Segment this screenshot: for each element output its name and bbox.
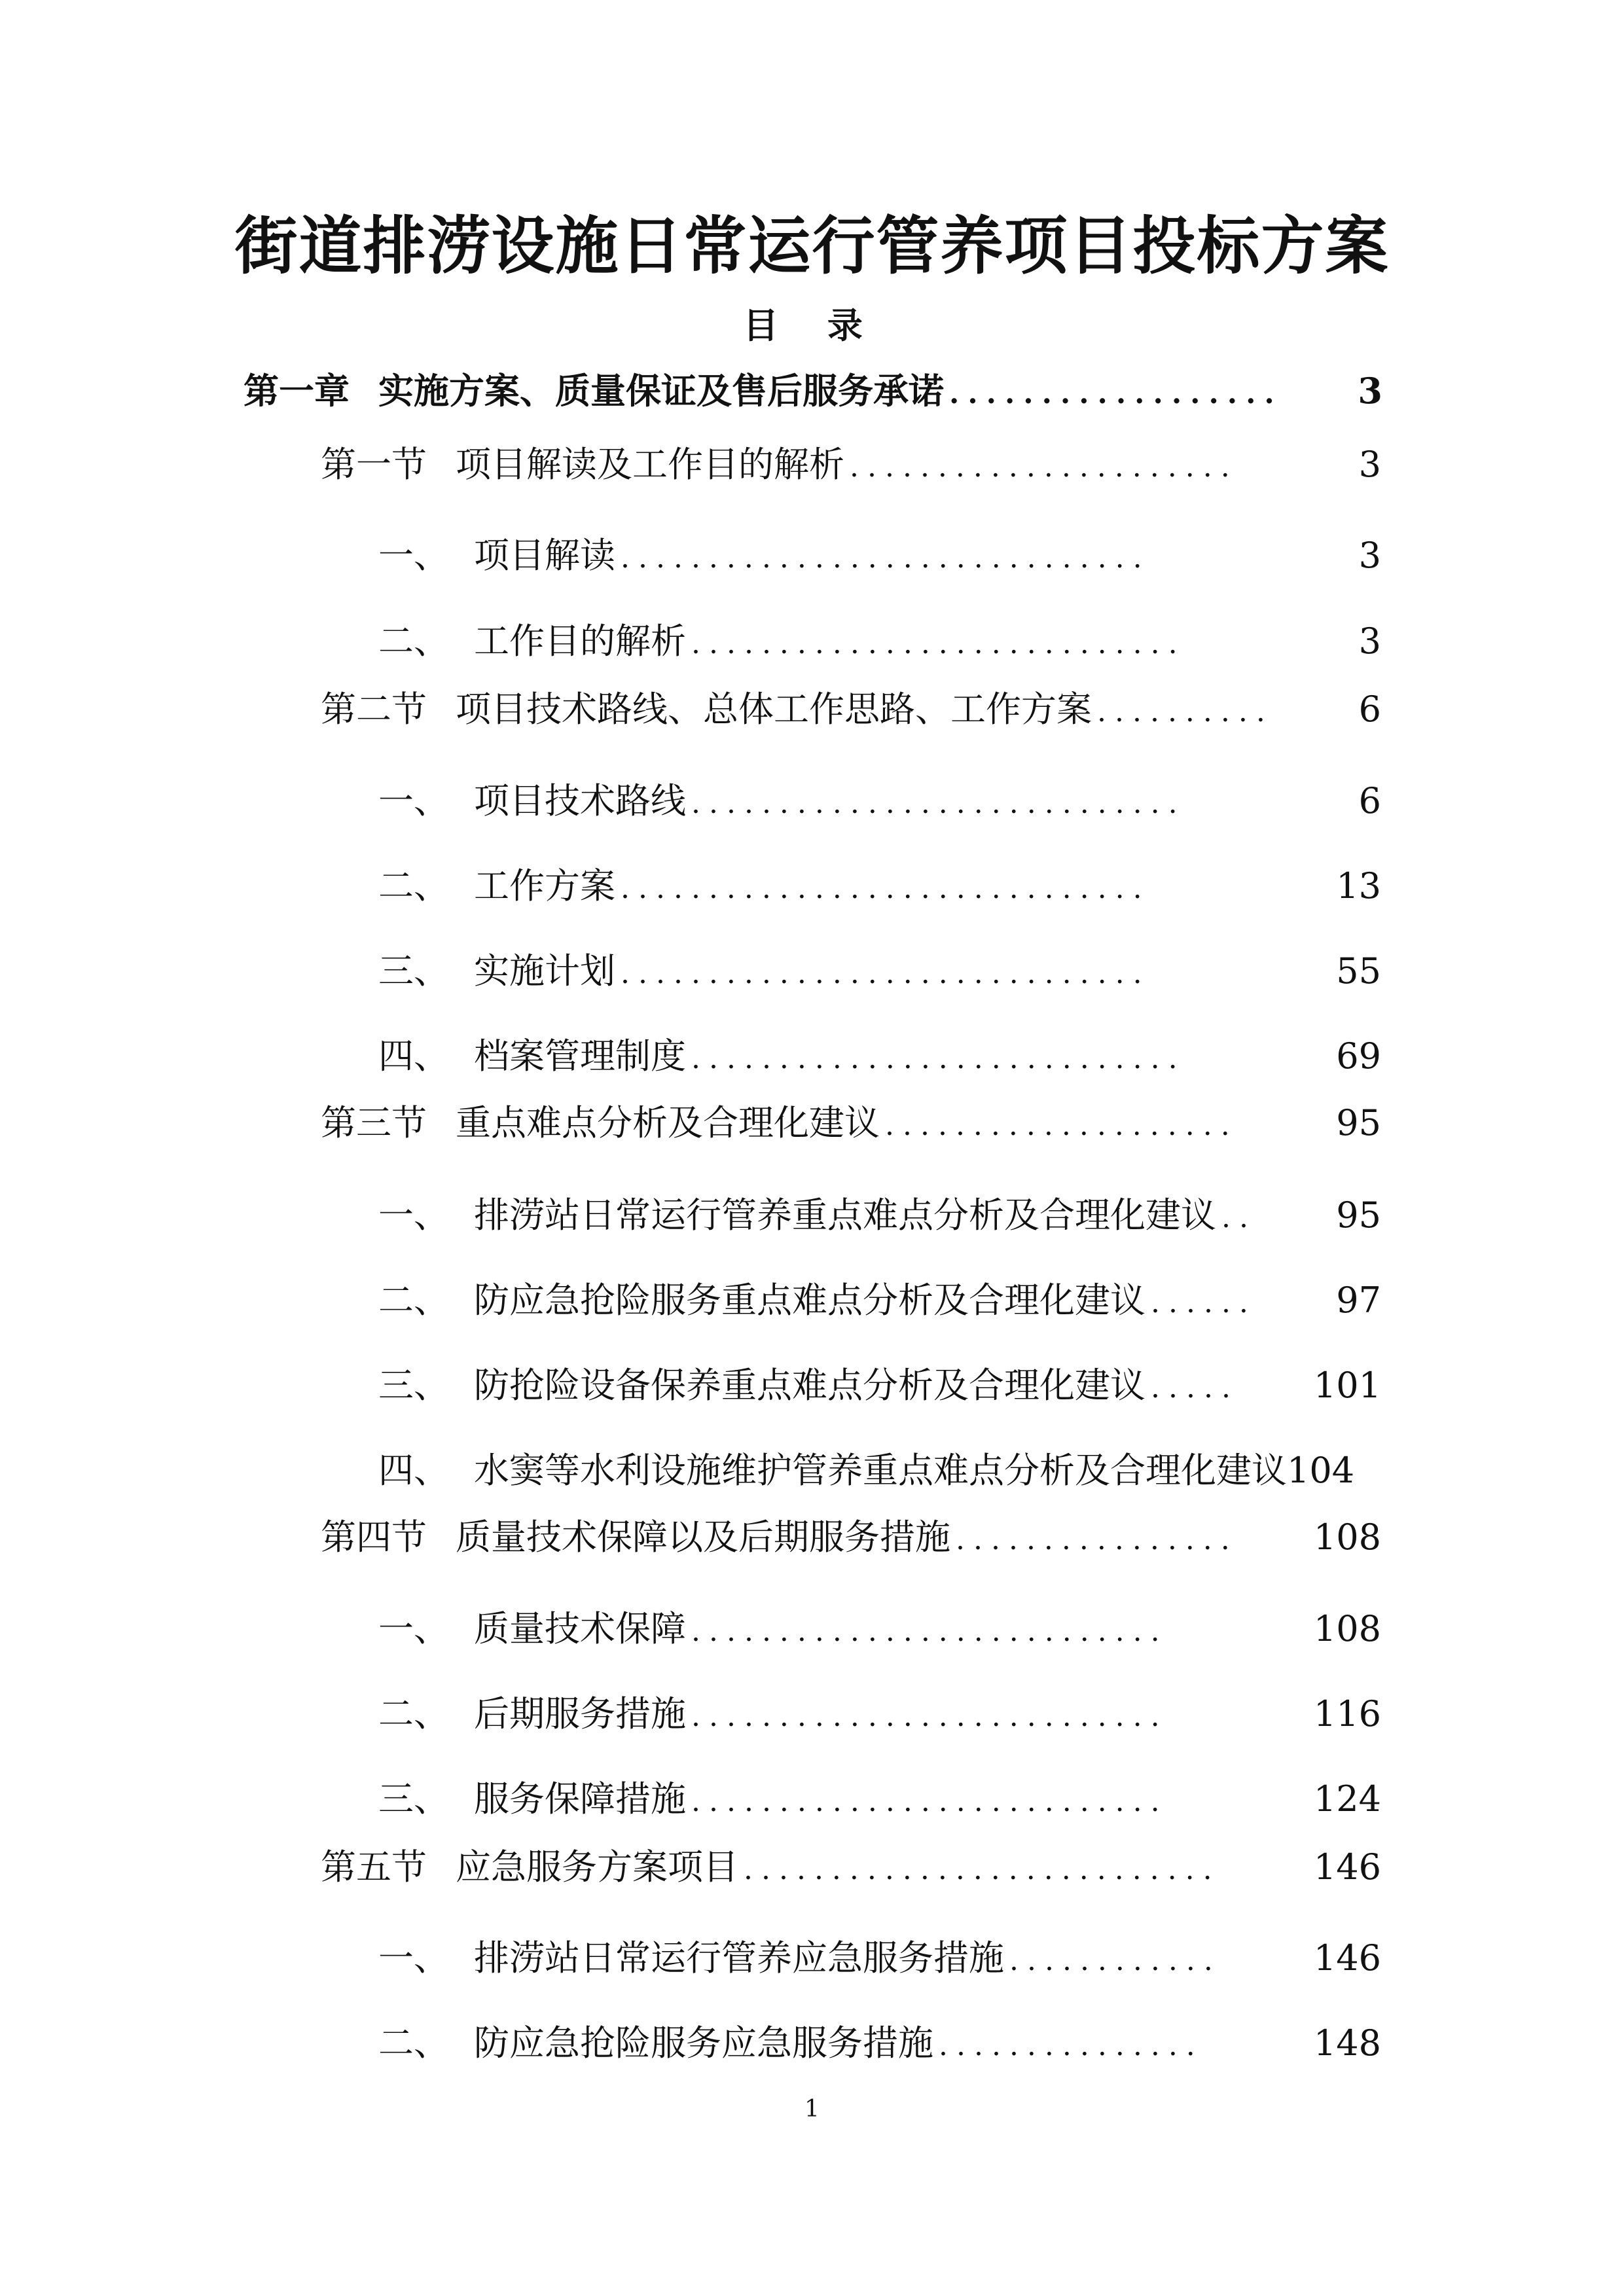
toc-entry-item[interactable] xyxy=(378,1194,1381,1236)
toc-entry-title: 质量技术保障 xyxy=(474,1608,686,1649)
toc-entry-leader: .................... xyxy=(885,1111,1238,1140)
page-number: 1 xyxy=(804,2096,820,2123)
toc-entry-leader: ............ xyxy=(1009,1946,1221,1975)
toc-entry-page: 55 xyxy=(1336,950,1381,992)
toc-entry-title: 项目解读 xyxy=(474,535,615,576)
toc-entry-title: 档案管理制度 xyxy=(474,1035,686,1077)
toc-entry-number: 二、 xyxy=(378,2022,449,2064)
toc-entry-number: 一、 xyxy=(378,1937,449,1979)
toc-entry-page: 108 xyxy=(1313,1516,1381,1558)
toc-entry-leader: .................. xyxy=(949,380,1283,408)
toc-entry-title: 工作目的解析 xyxy=(474,620,686,662)
toc-entry-item[interactable] xyxy=(378,620,1381,662)
toc-entry-title: 工作方案 xyxy=(474,865,615,906)
toc-entry-page: 69 xyxy=(1336,1035,1381,1077)
toc-entry-page: 3 xyxy=(1358,535,1381,576)
toc-entry-leader: ...... xyxy=(1151,1289,1257,1318)
toc-entry-title: 排涝站日常运行管养重点难点分析及合理化建议 xyxy=(474,1194,1216,1236)
toc-entry-leader: .............................. xyxy=(621,960,1151,988)
toc-entry-leader: ............................ xyxy=(691,630,1186,658)
toc-entry-title: 服务保障措施 xyxy=(474,1778,686,1820)
toc-entry-leader: .............................. xyxy=(621,874,1151,903)
toc-entry-number: 第二节 xyxy=(321,689,427,730)
toc-entry-title: 重点难点分析及合理化建议 xyxy=(456,1102,880,1143)
toc-entry-section-2[interactable] xyxy=(321,689,1381,730)
toc-entry-title: 防抢险设备保养重点难点分析及合理化建议 xyxy=(474,1365,1146,1406)
toc-entry-item[interactable] xyxy=(378,950,1381,992)
toc-entry-number: 二、 xyxy=(378,865,449,906)
toc-entry-number: 三、 xyxy=(378,950,449,992)
toc-entry-number: 一、 xyxy=(378,1608,449,1649)
toc-entry-leader: ............................ xyxy=(691,1045,1186,1073)
toc-entry-leader: ........................... xyxy=(744,1856,1221,1884)
toc-entry-leader: .......... xyxy=(1097,698,1274,726)
toc-entry-section-1[interactable] xyxy=(321,444,1381,485)
toc-entry-title: 防应急抢险服务应急服务措施 xyxy=(474,2022,933,2064)
toc-entry-number: 一、 xyxy=(378,1194,449,1236)
toc-entry-title: 水窦等水利设施维护管养重点难点分析及合理化建议 xyxy=(474,1450,1287,1491)
toc-entry-leader: ................ xyxy=(956,1526,1238,1554)
toc-entry-title: 项目解读及工作目的解析 xyxy=(456,444,844,485)
toc-entry-item[interactable] xyxy=(378,1608,1381,1649)
toc-entry-title: 应急服务方案项目 xyxy=(456,1846,738,1888)
toc-entry-item[interactable] xyxy=(378,1778,1381,1820)
toc-entry-page: 3 xyxy=(1358,444,1381,485)
toc-entry-number: 一、 xyxy=(378,535,449,576)
toc-entry-title: 实施方案、质量保证及售后服务承诺 xyxy=(378,370,944,412)
toc-entry-page: 3 xyxy=(1358,370,1382,412)
toc-entry-title: 质量技术保障以及后期服务措施 xyxy=(456,1516,950,1558)
toc-entry-page: 101 xyxy=(1313,1365,1381,1406)
toc-entry-leader: ........................... xyxy=(691,1617,1168,1646)
toc-entry-leader: ...................... xyxy=(850,453,1238,482)
toc-entry-number: 二、 xyxy=(378,620,449,662)
toc-entry-number: 第五节 xyxy=(321,1846,427,1888)
toc-entry-page: 148 xyxy=(1313,2022,1381,2064)
toc-entry-leader: .. xyxy=(1221,1204,1257,1232)
toc-entry-number: 第一章 xyxy=(244,370,350,412)
toc-entry-item[interactable] xyxy=(378,865,1381,906)
toc-entry-item[interactable] xyxy=(378,535,1381,576)
toc-entry-section-3[interactable] xyxy=(321,1102,1381,1143)
toc-entry-item[interactable] xyxy=(378,1280,1381,1321)
toc-heading: 目 录 xyxy=(743,304,881,346)
toc-entry-page: 146 xyxy=(1313,1846,1381,1888)
toc-entry-title: 排涝站日常运行管养应急服务措施 xyxy=(474,1937,1004,1979)
toc-entry-number: 一、 xyxy=(378,780,449,821)
toc-entry-number: 第一节 xyxy=(321,444,427,485)
toc-entry-page: 95 xyxy=(1336,1194,1381,1236)
toc-entry-page: 116 xyxy=(1313,1693,1381,1734)
toc-entry-leader: ........................... xyxy=(691,1787,1168,1816)
toc-entry-item[interactable] xyxy=(378,1693,1381,1734)
toc-entry-page: 95 xyxy=(1336,1102,1381,1143)
toc-entry-page: 13 xyxy=(1336,865,1381,906)
toc-entry-page: 6 xyxy=(1358,689,1381,730)
toc-entry-title: 实施计划 xyxy=(474,950,615,992)
toc-entry-number: 三、 xyxy=(378,1778,449,1820)
toc-entry-page: 3 xyxy=(1358,620,1381,662)
toc-entry-chapter-1[interactable] xyxy=(244,370,1382,412)
toc-entry-number: 二、 xyxy=(378,1693,449,1734)
toc-entry-page: 124 xyxy=(1313,1778,1381,1820)
toc-entry-number: 三、 xyxy=(378,1365,449,1406)
toc-entry-title: 项目技术路线 xyxy=(474,780,686,821)
toc-entry-leader: ..... xyxy=(1151,1374,1239,1403)
toc-entry-number: 二、 xyxy=(378,1280,449,1321)
toc-entry-item[interactable] xyxy=(378,1365,1381,1406)
toc-entry-page: 104 xyxy=(1287,1450,1355,1491)
toc-entry-leader: ............................ xyxy=(691,789,1186,818)
toc-entry-item[interactable] xyxy=(378,1937,1381,1979)
toc-entry-page: 146 xyxy=(1313,1937,1381,1979)
toc-entry-page: 108 xyxy=(1313,1608,1381,1649)
toc-entry-leader: ............... xyxy=(939,2032,1204,2060)
toc-entry-title: 防应急抢险服务重点难点分析及合理化建议 xyxy=(474,1280,1146,1321)
toc-entry-number: 第三节 xyxy=(321,1102,427,1143)
toc-entry-title: 后期服务措施 xyxy=(474,1693,686,1734)
toc-entry-section-5[interactable] xyxy=(321,1846,1381,1888)
toc-entry-item[interactable] xyxy=(378,2022,1381,2064)
toc-entry-item[interactable] xyxy=(378,780,1381,821)
toc-entry-page: 97 xyxy=(1336,1280,1381,1321)
toc-entry-section-4[interactable] xyxy=(321,1516,1381,1558)
toc-entry-title: 项目技术路线、总体工作思路、工作方案 xyxy=(456,689,1092,730)
toc-entry-item[interactable] xyxy=(378,1450,1419,1491)
toc-entry-item[interactable] xyxy=(378,1035,1381,1077)
toc-entry-leader: ........................... xyxy=(691,1702,1168,1731)
toc-entry-number: 四、 xyxy=(378,1035,449,1077)
toc-entry-number: 四、 xyxy=(378,1450,449,1491)
toc-entry-page: 6 xyxy=(1358,780,1381,821)
toc-entry-number: 第四节 xyxy=(321,1516,427,1558)
document-title: 街道排涝设施日常运行管养项目投标方案 xyxy=(234,209,1390,283)
toc-entry-leader: .............................. xyxy=(621,544,1151,573)
